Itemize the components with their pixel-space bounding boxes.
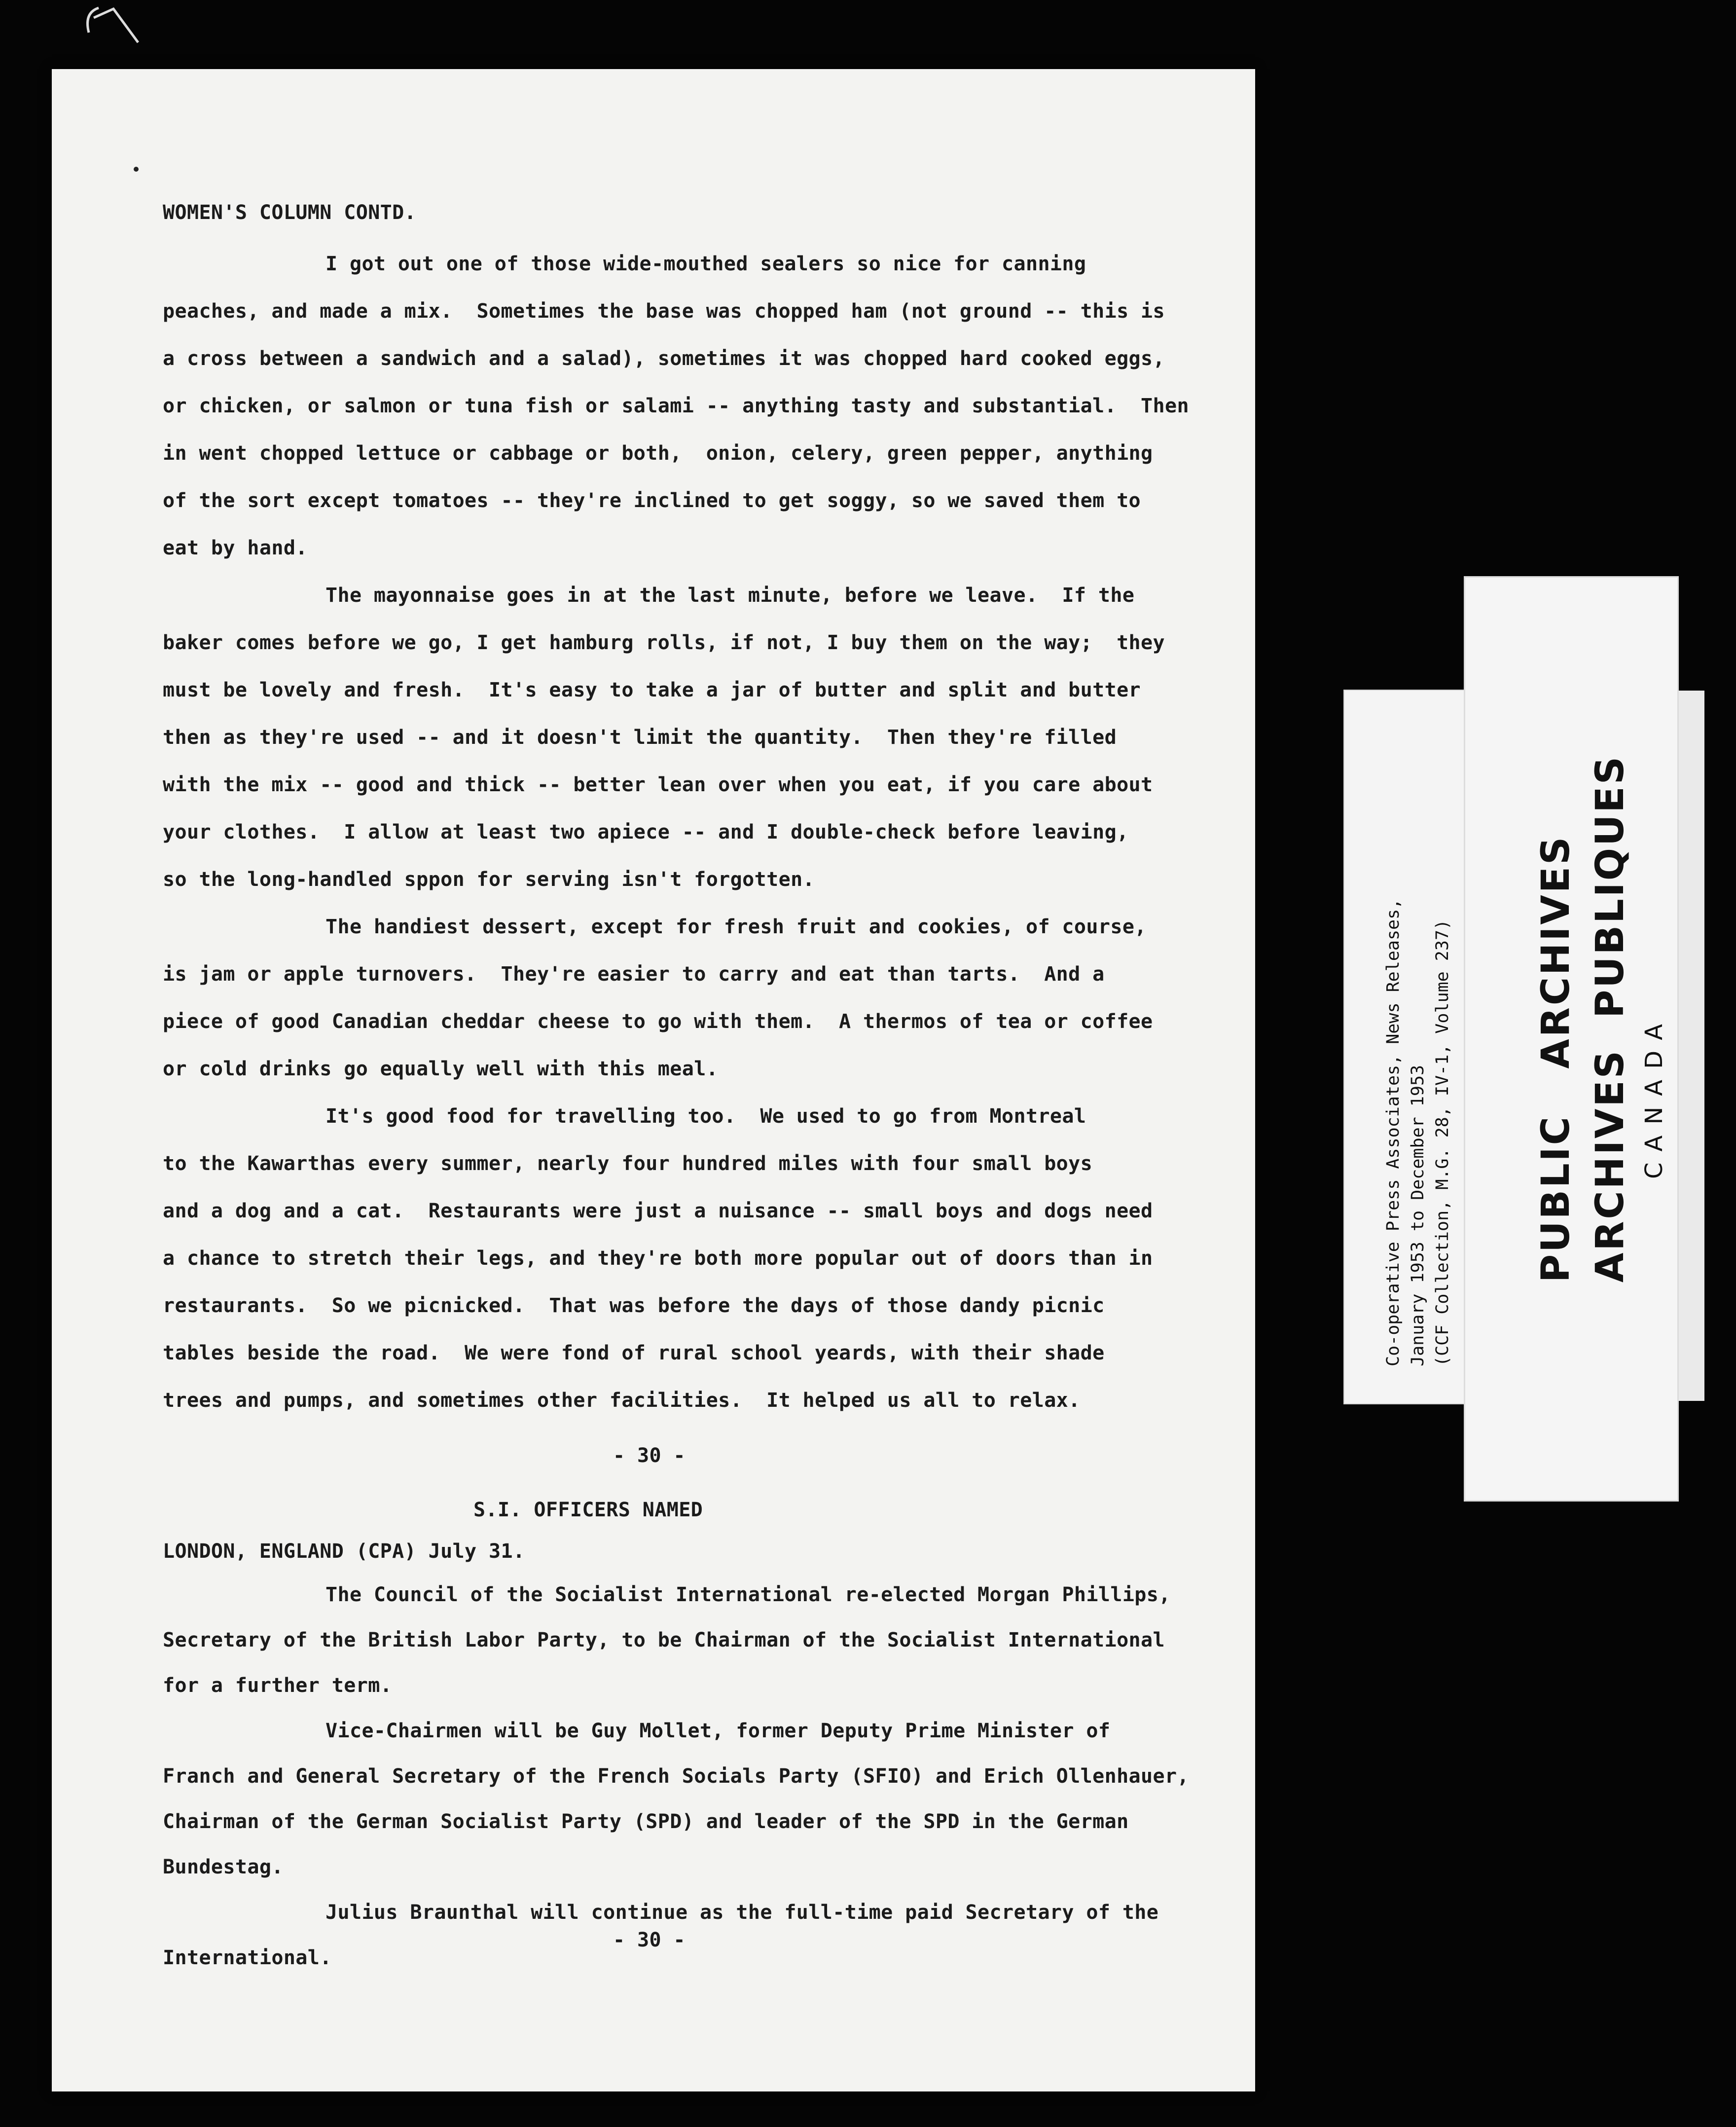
body-line: Bundestag.: [163, 1856, 284, 1878]
body-line: for a further term.: [163, 1674, 393, 1697]
body-line: Julius Braunthal will continue as the full-time paid Secretary of the: [326, 1901, 1159, 1924]
body-line: It's good food for travelling too. We used to go from Montreal: [326, 1105, 1086, 1128]
body-line: piece of good Canadian cheddar cheese to go with them. A thermos of tea or coffee: [163, 1010, 1153, 1033]
body-line: and a dog and a cat. Restaurants were just a nuisance -- small boys and dogs need: [163, 1200, 1153, 1222]
body-line: must be lovely and fresh. It's easy to take a jar of butter and split and butter: [163, 679, 1141, 701]
body-line: Secretary of the British Labor Party, to be Chairman of the Socialist International: [163, 1629, 1165, 1651]
body-line: then as they're used -- and it doesn't limit the quantity. Then they're filled: [163, 726, 1117, 749]
archive-country: CANADA: [1640, 1013, 1668, 1179]
column-heading: WOMEN'S COLUMN CONTD.: [163, 201, 417, 224]
body-line: The Council of the Socialist International re-elected Morgan Phillips,: [326, 1583, 1171, 1606]
body-line: Franch and General Secretary of the French Socials Party (SFIO) and Erich Ollenhauer,: [163, 1765, 1189, 1788]
body-line: is jam or apple turnovers. They're easier to carry and eat than tarts. And a: [163, 963, 1105, 986]
body-line: Chairman of the German Socialist Party (SPD) and leader of the SPD in the German: [163, 1810, 1129, 1833]
body-line: a cross between a sandwich and a salad), sometimes it was chopped hard cooked eggs,: [163, 347, 1165, 370]
body-line: I got out one of those wide-mouthed sealers so nice for canning: [326, 253, 1086, 275]
page-marker: - 30 -: [613, 1444, 686, 1467]
body-line: or cold drinks go equally well with this meal.: [163, 1058, 719, 1080]
body-line: your clothes. I allow at least two apiece -- and I double-check before leaving,: [163, 821, 1129, 843]
body-line: with the mix -- good and thick -- better lean over when you eat, if you care about: [163, 773, 1153, 796]
body-line: The mayonnaise goes in at the last minute, before we leave. If the: [326, 584, 1135, 607]
collection-line: January 1953 to December 1953: [1408, 1064, 1428, 1366]
body-line: trees and pumps, and sometimes other facilities. It helped us all to relax.: [163, 1389, 1081, 1412]
body-line: peaches, and made a mix. Sometimes the base was chopped ham (not ground -- this is: [163, 300, 1165, 323]
body-line: in went chopped lettuce or cabbage or both, onion, celery, green pepper, anything: [163, 442, 1153, 465]
body-line: to the Kawarthas every summer, nearly four hundred miles with four small boys: [163, 1152, 1093, 1175]
archive-title-en: PUBLIC ARCHIVES: [1534, 835, 1578, 1283]
body-line: eat by hand.: [163, 537, 308, 559]
archive-title-fr: ARCHIVES PUBLIQUES: [1588, 755, 1632, 1283]
dateline: LONDON, ENGLAND (CPA) July 31.: [163, 1540, 525, 1563]
typed-page: [52, 69, 1255, 2091]
collection-line: Co-operative Press Associates, News Releases,: [1383, 898, 1403, 1366]
page-dot: [134, 167, 139, 172]
body-line: of the sort except tomatoes -- they're inclined to get soggy, so we saved them to: [163, 489, 1141, 512]
section-title: S.I. OFFICERS NAMED: [473, 1499, 703, 1521]
body-line: or chicken, or salmon or tuna fish or salami -- anything tasty and substantial. Then: [163, 395, 1189, 417]
pencil-mark: [79, 3, 153, 47]
body-line: restaurants. So we picnicked. That was before the days of those dandy picnic: [163, 1294, 1105, 1317]
body-line: baker comes before we go, I get hamburg rolls, if not, I buy them on the way; they: [163, 631, 1165, 654]
body-line: tables beside the road. We were fond of rural school yeards, with their shade: [163, 1342, 1105, 1364]
archive-card-edge: [1676, 691, 1704, 1401]
body-line: so the long-handled sppon for serving isn't forgotten.: [163, 868, 815, 891]
archive-stamp: [1529, 755, 1668, 1283]
page-marker: - 30 -: [613, 1929, 686, 1951]
archive-collection-label: [1381, 899, 1455, 1366]
body-line: The handiest dessert, except for fresh fruit and cookies, of course,: [326, 916, 1147, 938]
body-line: International.: [163, 1946, 332, 1969]
collection-line: (CCF Collection, M.G. 28, IV-1, Volume 237): [1433, 919, 1452, 1366]
body-line: a chance to stretch their legs, and they're both more popular out of doors than in: [163, 1247, 1153, 1270]
body-line: Vice-Chairmen will be Guy Mollet, former Deputy Prime Minister of: [326, 1720, 1111, 1742]
